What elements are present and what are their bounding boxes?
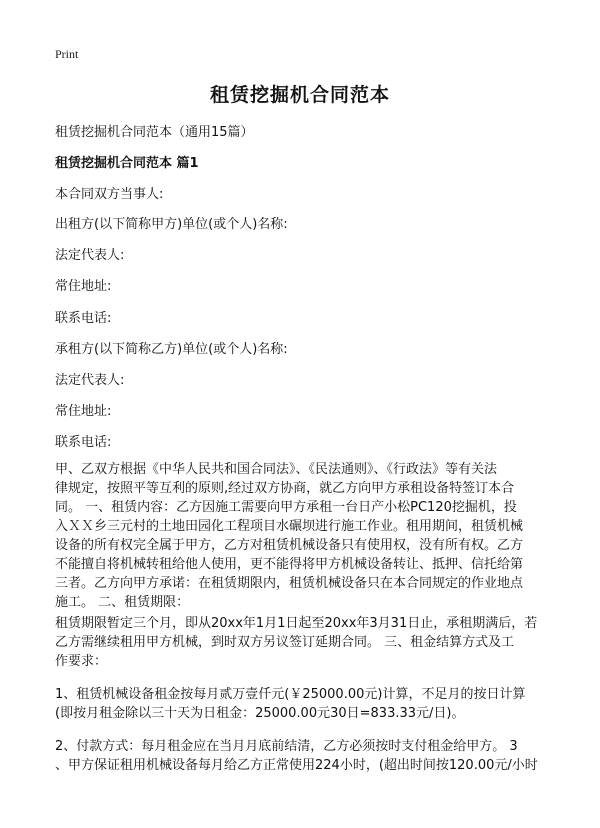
field-lessee-rep: 法定代表人: xyxy=(55,373,125,388)
paragraph-lease-term xyxy=(55,614,555,671)
paragraph-payment xyxy=(55,737,555,775)
paragraph-line: (即按月租金除以三十天为日租金：25000.00元30日=833.33元/日)。 xyxy=(55,706,465,721)
paragraph-line: 施工。 二、租赁期限： xyxy=(55,595,190,610)
paragraph-line: 2、付款方式：每月租金应在当月月底前结清，乙方必须按时支付租金给甲方。 3 xyxy=(55,739,518,754)
paragraph-line: 入ＸＸ乡三元村的土地田园化工程项目水碾坝进行施工作业。租用期间，租赁机械 xyxy=(55,519,524,534)
field-lessor-party: 出租方(以下简称甲方)单位(或个人)名称: xyxy=(55,217,288,232)
paragraph-line: 乙方需继续租用甲方机械，到时双方另议签订延期合同。 三、租金结算方式及工 xyxy=(55,635,515,650)
field-parties: 本合同双方当事人: xyxy=(55,187,164,202)
paragraph-line: 设备的所有权完全属于甲方，乙方对租赁机械设备只有使用权，没有所有权。乙方 xyxy=(55,538,524,553)
paragraph-line: 、甲方保证租用机械设备每月给乙方正常使用224小时，(超出时间按120.00元/小时 xyxy=(55,758,538,773)
paragraph-line: 租赁期限暂定三个月，即从20xx年1月1日起至20xx年3月31日止，承租期满后，若 xyxy=(55,616,538,631)
paragraph-contract-content xyxy=(55,460,555,612)
paragraph-line: 同。 一、租赁内容：乙方因施工需要向甲方承租一台日产小松PC120挖掘机，投 xyxy=(55,500,517,515)
paragraph-line: 甲、乙双方根据《中华人民共和国合同法》、《民法通则》、《行政法》等有关法 xyxy=(55,462,498,477)
field-lessor-phone: 联系电话: xyxy=(55,311,112,326)
field-lessor-address: 常住地址: xyxy=(55,279,112,294)
document-subtitle: 租赁挖掘机合同范本（通用15篇） xyxy=(55,125,254,140)
field-lessee-party: 承租方(以下简称乙方)单位(或个人)名称: xyxy=(55,342,288,357)
paragraph-line: 律规定，按照平等互利的原则,经过双方协商，就乙方向甲方承租设备特签订本合 xyxy=(55,481,515,496)
field-lessee-phone: 联系电话: xyxy=(55,435,112,450)
paragraph-line: 不能擅自将机械转租给他人使用，更不能得将甲方机械设备转让、抵押、信托给第 xyxy=(55,557,524,572)
document-title: 租赁挖掘机合同范本 xyxy=(209,84,390,106)
field-lessee-address: 常住地址: xyxy=(55,404,112,419)
paragraph-rent-calculation xyxy=(55,685,555,723)
paragraph-line: 作要求： xyxy=(55,654,108,669)
paragraph-line: 1、租赁机械设备租金按每月贰万壹仟元(￥25000.00元)计算，不足月的按日计算 xyxy=(55,687,526,702)
section-heading: 租赁挖掘机合同范本 篇1 xyxy=(55,156,199,171)
field-lessor-rep: 法定代表人: xyxy=(55,248,125,263)
paragraph-line: 三者。乙方向甲方承诺：在租赁期限内，租赁机械设备只在本合同规定的作业地点 xyxy=(55,576,524,591)
print-link[interactable]: Print xyxy=(55,47,79,61)
